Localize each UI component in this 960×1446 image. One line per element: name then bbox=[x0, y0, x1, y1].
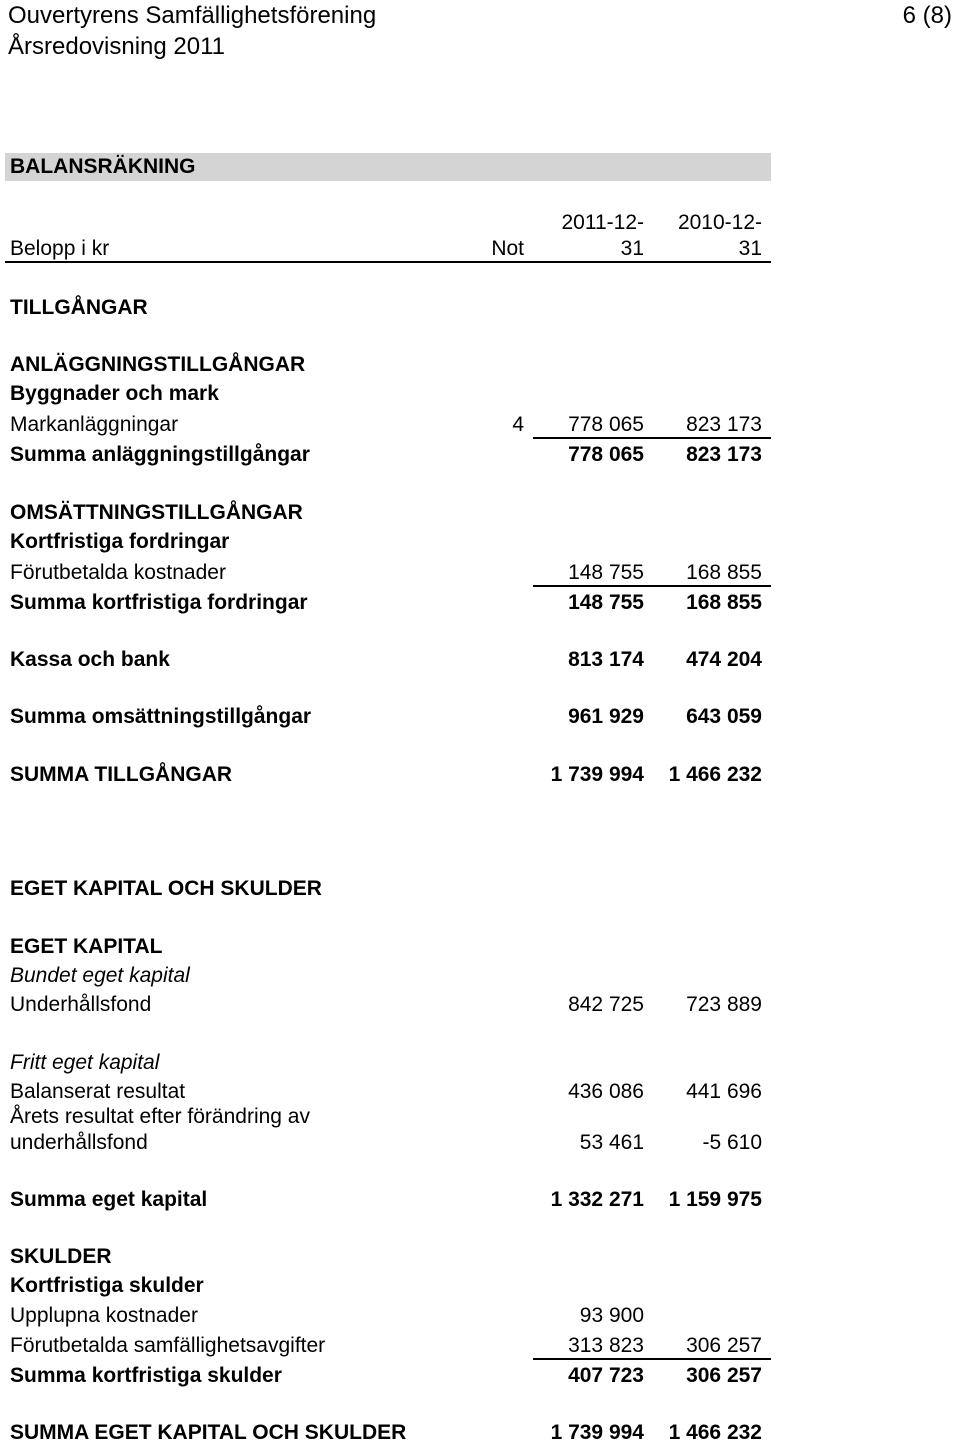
row-label: Summa eget kapital bbox=[10, 1188, 208, 1211]
row-label: Summa kortfristiga skulder bbox=[10, 1364, 282, 1387]
row-tillgangar bbox=[0, 295, 960, 321]
row-note: 4 bbox=[512, 413, 524, 436]
value-2011: 148 755 bbox=[568, 591, 644, 614]
row-label: Markanläggningar bbox=[10, 413, 179, 436]
row-label: Byggnader och mark bbox=[10, 382, 219, 405]
row-label: SUMMA EGET KAPITAL OCH SKULDER bbox=[10, 1421, 407, 1444]
row-label: Summa anläggningstillgångar bbox=[10, 443, 310, 466]
row-label: Balanserat resultat bbox=[10, 1080, 186, 1103]
value-2011: 961 929 bbox=[568, 705, 644, 728]
row-label: EGET KAPITAL bbox=[10, 935, 163, 958]
value-2010: 1 466 232 bbox=[668, 763, 762, 786]
value-2010: 441 696 bbox=[686, 1080, 762, 1103]
year-2011-label-line2: 31 bbox=[620, 237, 644, 260]
amount-column-label: Belopp i kr bbox=[10, 237, 110, 260]
row-label: Summa omsättningstillgångar bbox=[10, 705, 312, 728]
value-2010: 168 855 bbox=[686, 561, 762, 584]
row-label: Kortfristiga fordringar bbox=[10, 530, 230, 553]
row-label: Kassa och bank bbox=[10, 648, 170, 671]
row-label: Upplupna kostnader bbox=[10, 1304, 198, 1327]
subtotal-rule bbox=[533, 585, 771, 587]
value-2011: 1 739 994 bbox=[550, 1421, 644, 1444]
value-2011: 778 065 bbox=[568, 413, 644, 436]
value-2010: 306 257 bbox=[686, 1364, 762, 1387]
row-label: Förutbetalda kostnader bbox=[10, 561, 226, 584]
row-summa-omsattningstillgangar bbox=[0, 704, 960, 730]
value-2011: 407 723 bbox=[568, 1364, 644, 1387]
row-arets-resultat-label-line1: Årets resultat efter förändring av bbox=[10, 1105, 310, 1128]
row-kassa-och-bank bbox=[0, 647, 960, 673]
row-underhallsfond bbox=[0, 992, 960, 1018]
row-balanserat-resultat bbox=[0, 1079, 960, 1105]
value-2010: 1 159 975 bbox=[668, 1188, 762, 1211]
value-2010: 723 889 bbox=[686, 993, 762, 1016]
value-2011: 1 332 271 bbox=[550, 1188, 644, 1211]
row-forutbetalda-samfallighetsavgifter bbox=[0, 1333, 960, 1359]
row-eget-kapital-och-skulder bbox=[0, 876, 960, 902]
subtotal-rule bbox=[533, 437, 771, 439]
row-summa-tillgangar bbox=[0, 762, 960, 788]
header-rule bbox=[5, 261, 771, 263]
row-skulder bbox=[0, 1244, 960, 1270]
page-number: 6 (8) bbox=[902, 2, 952, 29]
row-label: Kortfristiga skulder bbox=[10, 1274, 204, 1297]
value-2011: 93 900 bbox=[579, 1304, 644, 1327]
value-2010: 306 257 bbox=[686, 1334, 762, 1357]
row-label: Bundet eget kapital bbox=[10, 964, 190, 987]
row-label: SKULDER bbox=[10, 1245, 112, 1268]
value-2010: 823 173 bbox=[686, 443, 762, 466]
row-label: Summa kortfristiga fordringar bbox=[10, 591, 308, 614]
row-label: EGET KAPITAL OCH SKULDER bbox=[10, 877, 322, 900]
row-arets-resultat bbox=[0, 1130, 960, 1156]
row-summa-kortfristiga-fordringar bbox=[0, 590, 960, 616]
year-2010-label-line1: 2010-12- bbox=[677, 211, 762, 234]
row-label: ANLÄGGNINGSTILLGÅNGAR bbox=[10, 353, 306, 376]
year-2011-label-line1: 2011-12- bbox=[561, 211, 644, 234]
value-2011: 148 755 bbox=[568, 561, 644, 584]
year-2010-label-line2: 31 bbox=[738, 237, 762, 260]
value-2011: 1 739 994 bbox=[550, 763, 644, 786]
row-summa-eget-kapital bbox=[0, 1187, 960, 1213]
row-label: underhållsfond bbox=[10, 1131, 148, 1154]
value-2010: 643 059 bbox=[686, 705, 762, 728]
report-title: Årsredovisning 2011 bbox=[8, 33, 226, 60]
value-2011: 53 461 bbox=[579, 1131, 644, 1154]
row-summa-kortfristiga-skulder bbox=[0, 1363, 960, 1389]
value-2011: 842 725 bbox=[568, 993, 644, 1016]
row-summa-eget-kapital-och-skulder bbox=[0, 1420, 960, 1446]
value-2010: 474 204 bbox=[686, 648, 762, 671]
subtotal-rule bbox=[533, 1358, 771, 1360]
row-eget-kapital bbox=[0, 934, 960, 960]
value-2010: 1 466 232 bbox=[668, 1421, 762, 1444]
row-anlaggningstillgangar bbox=[0, 352, 960, 378]
row-label: TILLGÅNGAR bbox=[10, 296, 148, 319]
row-kortfristiga-skulder bbox=[0, 1273, 960, 1299]
row-markanlaggningar bbox=[0, 412, 960, 438]
row-kortfristiga-fordringar bbox=[0, 529, 960, 555]
section-title: BALANSRÄKNING bbox=[10, 155, 196, 178]
row-label: Förutbetalda samfällighetsavgifter bbox=[10, 1334, 326, 1357]
note-column-label: Not bbox=[491, 237, 524, 260]
row-byggnader-och-mark bbox=[0, 381, 960, 407]
value-2011: 436 086 bbox=[568, 1080, 644, 1103]
row-forutbetalda-kostnader bbox=[0, 560, 960, 586]
value-2010: -5 610 bbox=[702, 1131, 762, 1154]
row-fritt-eget-kapital bbox=[0, 1050, 960, 1076]
row-omsattningstillgangar bbox=[0, 500, 960, 526]
value-2011: 313 823 bbox=[568, 1334, 644, 1357]
value-2011: 813 174 bbox=[568, 648, 644, 671]
row-label: SUMMA TILLGÅNGAR bbox=[10, 763, 233, 786]
value-2011: 778 065 bbox=[568, 443, 644, 466]
row-label: Fritt eget kapital bbox=[10, 1051, 160, 1074]
row-upplupna-kostnader bbox=[0, 1303, 960, 1329]
value-2010: 168 855 bbox=[686, 591, 762, 614]
value-2010: 823 173 bbox=[686, 413, 762, 436]
org-name: Ouvertyrens Samfällighetsförening bbox=[8, 2, 377, 29]
row-summa-anlaggningstillgangar bbox=[0, 442, 960, 468]
row-label: Underhållsfond bbox=[10, 993, 152, 1016]
row-bundet-eget-kapital bbox=[0, 963, 960, 989]
row-label: OMSÄTTNINGSTILLGÅNGAR bbox=[10, 501, 303, 524]
